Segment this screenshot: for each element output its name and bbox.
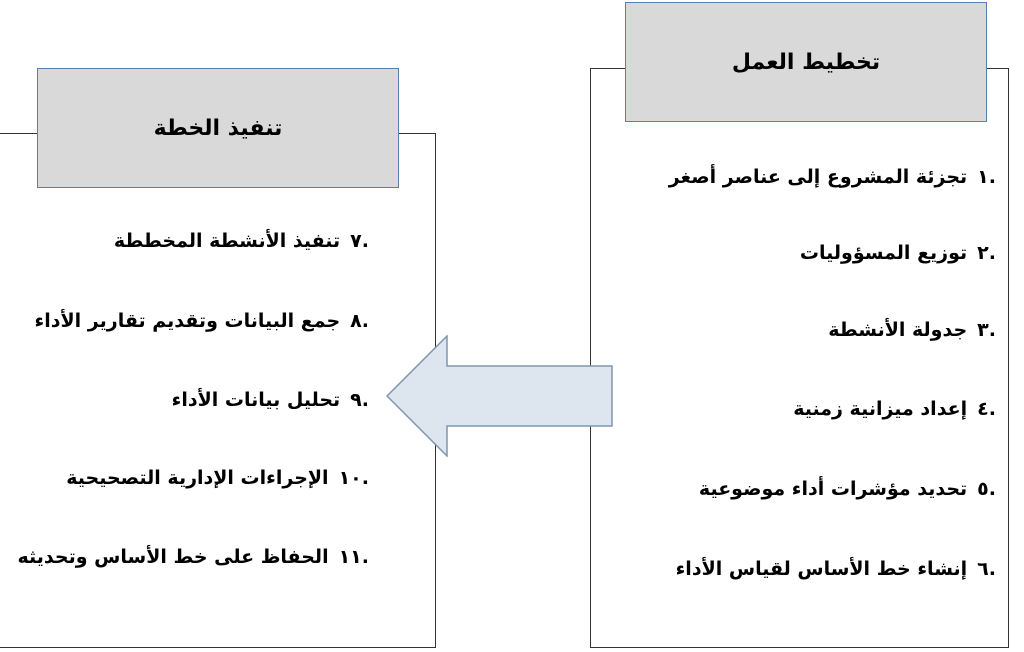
item-text: جدولة الأنشطة [828,319,968,341]
list-item [114,229,369,253]
execution-list [9,0,369,652]
list-item [699,477,996,501]
list-item [172,388,369,412]
item-number: .٤ [977,398,996,420]
list-item [669,165,996,189]
item-number: .٧ [350,230,369,252]
item-number: .١١ [338,546,369,568]
list-item [828,318,996,342]
item-text: إنشاء خط الأساس لقياس الأداء [675,558,968,580]
item-number: .١٠ [338,467,369,489]
item-text: تحديد مؤشرات أداء موضوعية [698,478,968,500]
item-text: توزيع المسؤوليات [799,242,968,264]
execution-title: تنفيذ الخطة [153,115,283,141]
item-text: الإجراءات الإدارية التصحيحية [66,467,329,489]
list-item [18,545,369,569]
item-number: .٥ [977,478,996,500]
item-text: إعداد ميزانية زمنية [793,398,968,420]
item-text: تجزئة المشروع إلى عناصر أصغر [668,166,968,188]
flow-arrow-shape [387,336,612,456]
item-text: جمع البيانات وتقديم تقارير الأداء [34,310,341,332]
list-item [676,557,996,581]
list-item [793,397,996,421]
item-number: .٩ [350,389,369,411]
planning-title: تخطيط العمل [731,49,881,75]
item-number: .٨ [350,310,369,332]
item-number: .١ [977,166,996,188]
flow-arrow-icon [386,335,614,457]
item-number: .٢ [977,242,996,264]
item-text: الحفاظ على خط الأساس وتحديثه [17,546,329,568]
item-number: .٣ [977,319,996,341]
item-text: تحليل بيانات الأداء [171,389,341,411]
list-item [800,241,996,265]
item-number: .٦ [977,558,996,580]
list-item [35,309,369,333]
planning-list [616,0,996,652]
list-item [66,466,369,490]
item-text: تنفيذ الأنشطة المخططة [113,230,341,252]
